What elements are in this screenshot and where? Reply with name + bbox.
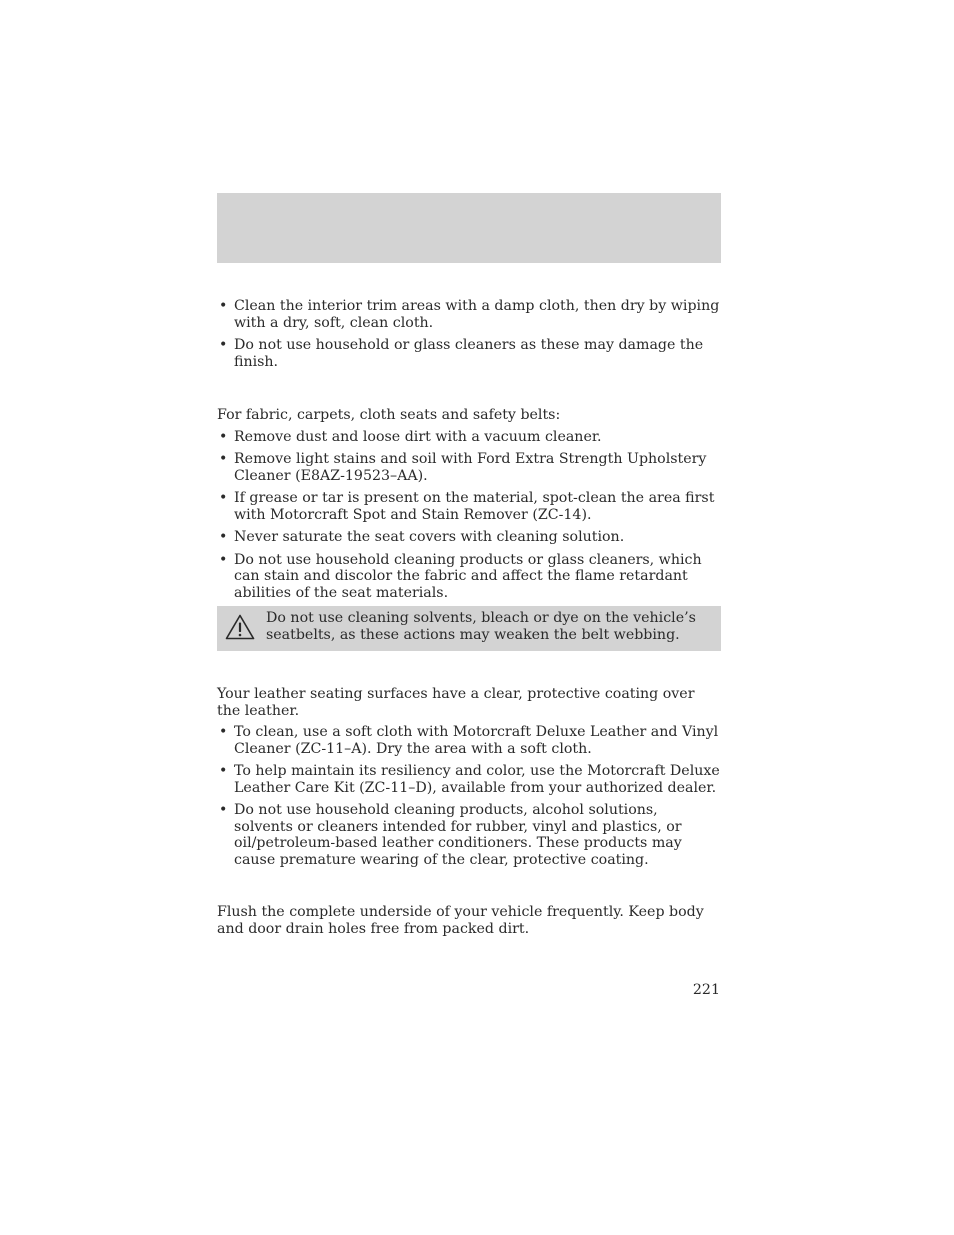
bullet-icon: • bbox=[219, 451, 228, 467]
list-item: • Do not use household cleaning products or glass cleaners, which can stain and discolor the fabric and affect the flame retardant abilities of the seat materials. bbox=[219, 551, 702, 601]
header-band bbox=[217, 193, 721, 263]
list-item: • Remove light stains and soil with Ford Extra Strength Upholstery Cleaner (E8AZ-19523–AA). bbox=[219, 451, 707, 484]
page-content bbox=[217, 298, 721, 942]
seatbelt-warning bbox=[217, 606, 721, 651]
fabric-list bbox=[217, 429, 721, 602]
warning-text: Do not use cleaning solvents, bleach or dye on the vehicle’s seatbelts, as these actions may weaken the belt webbing. bbox=[266, 610, 696, 643]
bullet-icon: • bbox=[219, 337, 228, 353]
list-item: • Clean the interior trim areas with a damp cloth, then dry by wiping with a dry, soft, clean cloth. bbox=[219, 298, 720, 331]
list-item: • If grease or tar is present on the material, spot-clean the area first with Motorcraft Spot and Stain Remover (ZC-14). bbox=[219, 490, 715, 523]
bullet-icon: • bbox=[219, 724, 228, 740]
bullet-icon: • bbox=[219, 551, 228, 568]
bullet-icon: • bbox=[219, 428, 228, 445]
interior-trim-list bbox=[217, 298, 721, 370]
list-item: • To clean, use a soft cloth with Motorcraft Deluxe Leather and Vinyl Cleaner (ZC-11–A). Dry the area with a soft cloth. bbox=[219, 724, 719, 757]
bullet-icon: • bbox=[219, 298, 228, 314]
bullet-icon: • bbox=[219, 763, 228, 779]
underbody-text: Flush the complete underside of your vehicle frequently. Keep body and door drain holes free from packed dirt. bbox=[217, 904, 704, 937]
list-item: • Never saturate the seat covers with cleaning solution. bbox=[219, 529, 625, 545]
list-item: • Remove dust and loose dirt with a vacuum cleaner. bbox=[219, 428, 602, 445]
leather-list bbox=[217, 724, 721, 868]
list-item: • Do not use household cleaning products, alcohol solutions, solvents or cleaners intended for rubber, vinyl and plastics, or oil/petroleum-based leather conditioners. These products may cause premature wearing of the clear, protective coating. bbox=[219, 802, 682, 868]
list-item: • Do not use household or glass cleaners as these may damage the finish. bbox=[219, 337, 704, 370]
page-number: 221 bbox=[692, 982, 720, 998]
warning-icon bbox=[225, 614, 255, 640]
bullet-icon: • bbox=[219, 529, 228, 545]
leather-intro: Your leather seating surfaces have a clear, protective coating over the leather. bbox=[217, 686, 695, 719]
fabric-intro: For fabric, carpets, cloth seats and safety belts: bbox=[217, 407, 561, 423]
bullet-icon: • bbox=[219, 490, 228, 506]
list-item: • To help maintain its resiliency and color, use the Motorcraft Deluxe Leather Care Kit (ZC-11–D), available from your authorized dealer. bbox=[219, 763, 720, 796]
bullet-icon: • bbox=[219, 802, 228, 818]
